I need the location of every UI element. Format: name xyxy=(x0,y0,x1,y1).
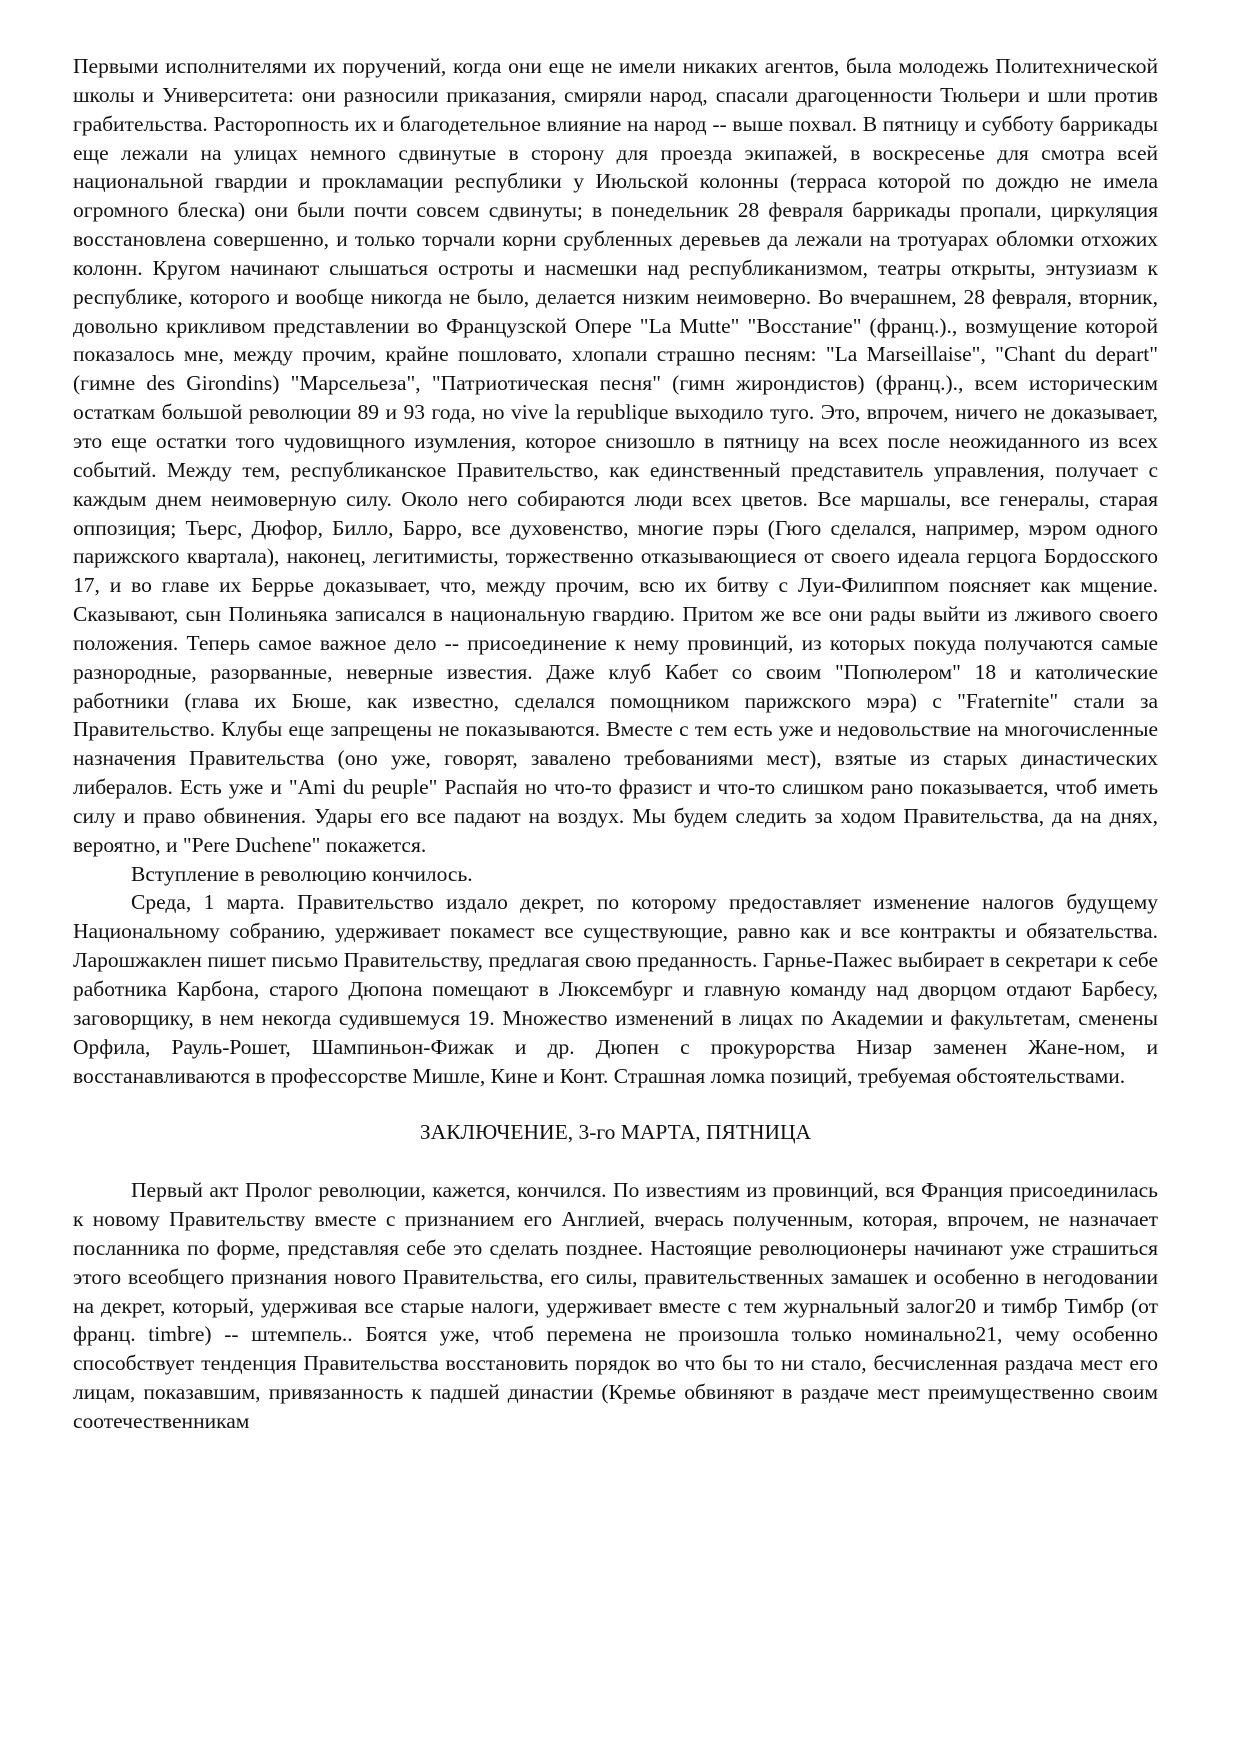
document-page xyxy=(73,52,1158,1436)
paragraph-first-act-prologue: Первый акт Пролог революции, кажется, кончился. По известиям из провинций, вся Франция присоединилась к новому Правительству вместе с признанием его Англией, вчерась полученным, которая, впрочем, не назначает посланника по форме, представляя себе это сделать позднее. Настоящие революционеры начинают уже страшиться этого всеобщего признания нового Правительства, его силы, правительственных замашек и особенно в негодовании на декрет, который, удерживая все старые налоги, удерживает вместе с тем журнальный залог20 и тимбр Тимбр (от франц. timbre) -- штемпель.. Боятся уже, чтоб перемена не произошла только номинально21, чему особенно способствует тенденция Правительства восстановить порядок во что бы то ни стало, бесчисленная раздача мест его лицам, показавшим, привязанность к падшей династии (Кремье обвиняют в раздаче мест преимущественно своим соотечественникам xyxy=(73,1178,1158,1433)
paragraph-agents-and-barricades: Первыми исполнителями их поручений, когда они еще не имели никаких агентов, была молодежь Политехнической школы и Университета: они разносили приказания, смиряли народ, спасали драгоценности Тюльери и шли против грабительства. Расторопность их и благодетельное влияние на народ -- выше похвал. В пятницу и субботу баррикады еще лежали на улицах немного сдвинутые в сторону для проезда экипажей, в воскресенье для смотра всей национальной гвардии и прокламации республики у Июльской колонны (терраса которой по дождю не имела огромного блеска) они были почти совсем сдвинуты; в понедельник 28 февраля баррикады пропали, циркуляция восстановлена совершенно, и только торчали корни срубленных деревьев да лежали на тротуарах обломки отхожих колонн. Кругом начинают слышаться остроты и насмешки над республиканизмом, театры открыты, энтузиазм к республике, которого и вообще никогда не было, делается низким неимоверно. Во вчерашнем, 28 февраля, вторник, довольно крикливом представлении во Французской Опере "La Mutte" "Восстание" (франц.)., возмущение которой показалось мне, между прочим, крайне пошловато, хлопали страшно песням: "La Marseillaise", "Chant du depart" (гимне des Girondins) "Марсельеза", "Патриотическая песня" (гимн жирондистов) (франц.)., всем историческим остаткам большой революции 89 и 93 года, но vive la republique выходило туго. Это, впрочем, ничего не доказывает, это еще остатки того чудовищного изумления, которое снизошло в пятницу на всех после неожиданного из всех событий. Между тем, республиканское Правительство, как единственный представитель управления, получает с каждым днем неимоверную силу. Около него собираются люди всех цветов. Все маршалы, все генералы, старая оппозиция; Тьерс, Дюфор, Билло, Барро, все духовенство, многие пэры (Гюго сделался, например, мэром одного парижского квартала), наконец, легитимисты, торжественно отказывающиеся от своего идеала герцога Бордосского 17, и во главе их Беррье доказывает, что, между прочим, всю их битву с Луи-Филиппом поясняет как мщение. Сказывают, сын Полиньяка записался в национальную гвардию. Притом же все они рады выйти из лживого своего положения. Теперь самое важное дело -- присоединение к нему провинций, из которых покуда получаются самые разнородные, разорванные, неверные известия. Даже клуб Кабет со своим "Попюлером" 18 и католические работники (глава их Бюше, как известно, сделался помощником парижского мэра) с "Fraternite" стали за Правительство. Клубы еще запрещены не показываются. Вместе с тем есть уже и недовольствие на многочисленные назначения Правительства (оно уже, говорят, завалено требованиями мест), взятые из старых династических либералов. Есть уже и "Ami du peuple" Распайя но что-то фразист и что-то слишком рано показывается, чтоб иметь силу и право обвинения. Удары его все падают на воздух. Мы будем следить за ходом Правительства, да на днях, вероятно, и "Pere Duchene" покажется. xyxy=(73,54,1158,857)
paragraph-revolution-entry-ended: Вступление в революцию кончилось. xyxy=(131,861,473,886)
section-heading-conclusion: ЗАКЛЮЧЕНИЕ, 3-го МАРТА, ПЯТНИЦА xyxy=(419,1120,812,1145)
paragraph-wednesday-march-1: Среда, 1 марта. Правительство издало декрет, по которому предоставляет изменение налогов будущему Национальному собранию, удерживает покамест все существующие, равно как и все контракты и обязательства. Ларошжаклен пишет письмо Правительству, предлагая свою преданность. Гарнье-Пажес выбирает в секретари к себе работника Карбона, старого Дюпона помещают в Люксембург и главную команду над дворцом отдают Барбесу, заговорщику, в нем некогда судившемуся 19. Множество изменений в лицах по Академии и факультетам, сменены Орфила, Рауль-Рошет, Шампиньон-Фижак и др. Дюпен с прокурорства Низар заменен Жане-ном, и восстанавливаются в профессорстве Мишле, Кине и Конт. Страшная ломка позиций, требуемая обстоятельствами. xyxy=(73,890,1158,1088)
